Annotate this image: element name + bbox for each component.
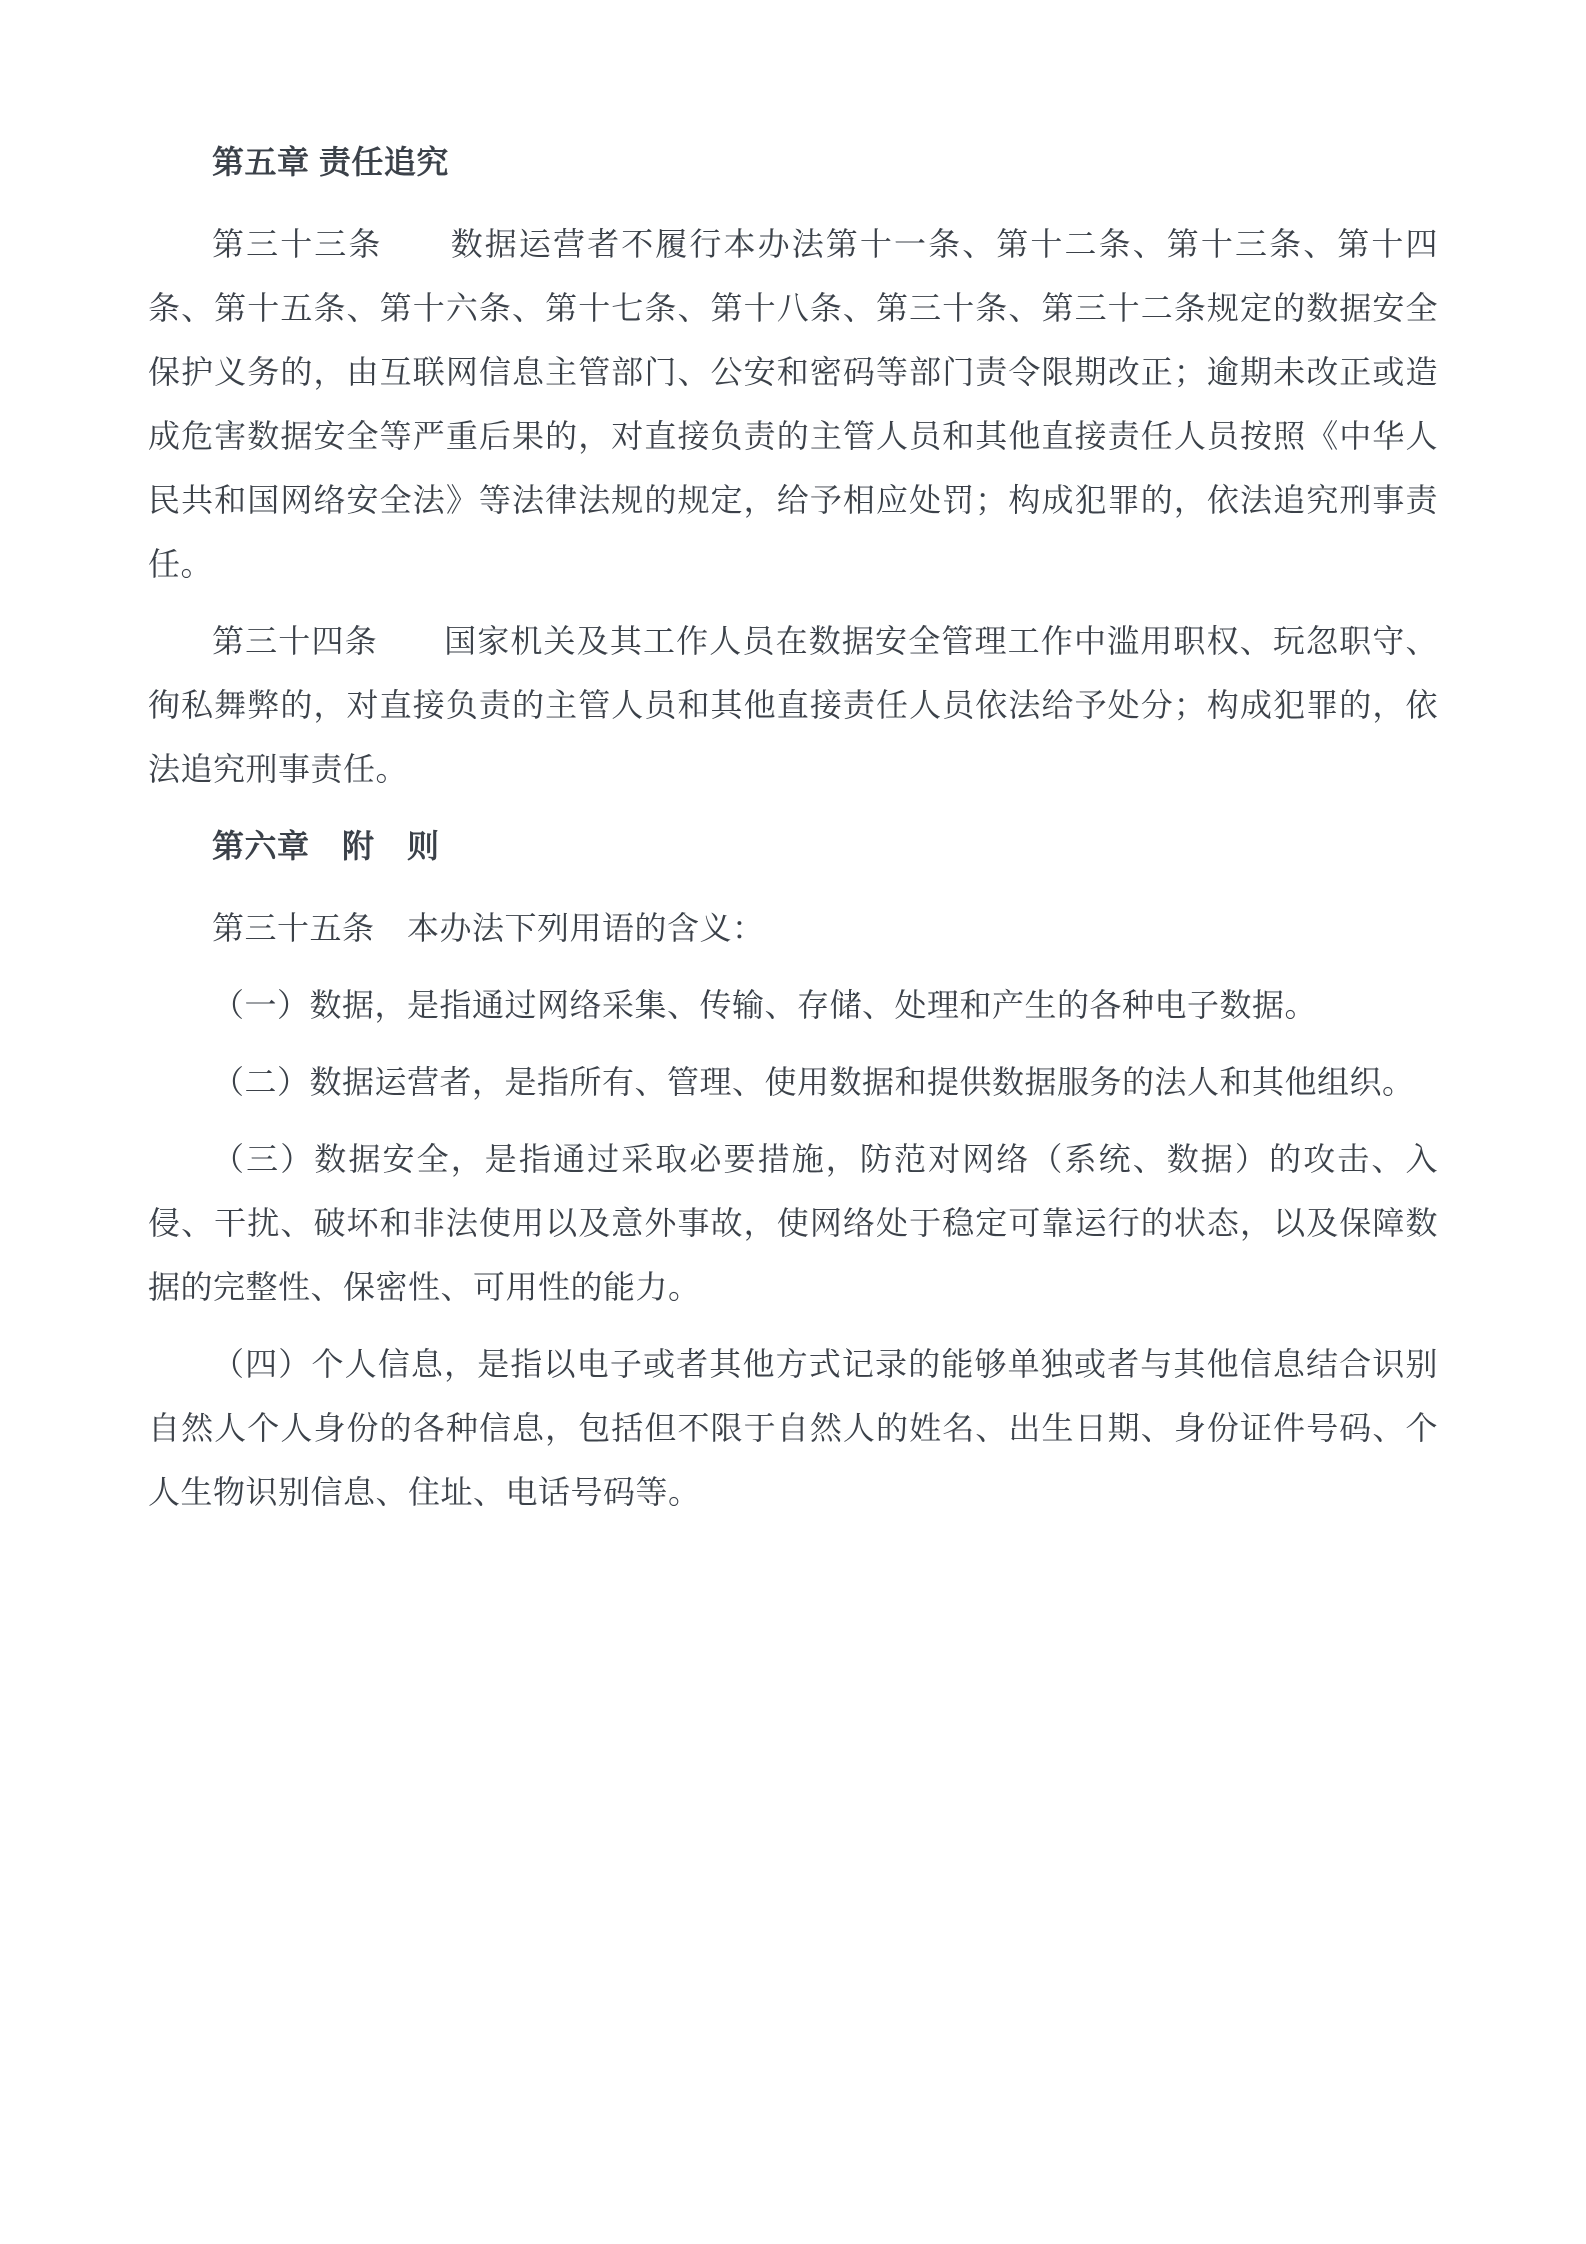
article-35-paragraph: 第三十五条 本办法下列用语的含义： [212, 910, 765, 946]
chapter-5-heading: 第五章 责任追究 [212, 144, 449, 180]
article-34-paragraph: 第三十四条 国家机关及其工作人员在数据安全管理工作中滥用职权、玩忽职守、徇私舞弊的，对直接负责的主管人员和其他直接责任人员依法给予处分；构成犯罪的，依法追究刑事责任。 [148, 623, 1438, 787]
definition-item-2-paragraph: （二）数据运营者，是指所有、管理、使用数据和提供数据服务的法人和其他组织。 [212, 1064, 1415, 1100]
definition-item-1-paragraph: （一）数据，是指通过网络采集、传输、存储、处理和产生的各种电子数据。 [212, 987, 1318, 1023]
article-33-paragraph: 第三十三条 数据运营者不履行本办法第十一条、第十二条、第十三条、第十四条、第十五条、第十六条、第十七条、第十八条、第三十条、第三十二条规定的数据安全保护义务的，由互联网信息主管部门、公安和密码等部门责令限期改正；逾期未改正或造成危害数据安全等严重后果的，对直接负责的主管人员和其他直接责任人员按照《中华人民共和国网络安全法》等法律法规的规定，给予相应处罚；构成犯罪的，依法追究刑事责任。 [148, 226, 1438, 582]
chapter-6-heading: 第六章 附 则 [212, 828, 440, 864]
definition-item-3-paragraph: （三）数据安全，是指通过采取必要措施，防范对网络（系统、数据）的攻击、入侵、干扰、破坏和非法使用以及意外事故，使网络处于稳定可靠运行的状态，以及保障数据的完整性、保密性、可用性的能力。 [148, 1141, 1438, 1305]
definition-item-4-paragraph: （四）个人信息，是指以电子或者其他方式记录的能够单独或者与其他信息结合识别自然人个人身份的各种信息，包括但不限于自然人的姓名、出生日期、身份证件号码、个人生物识别信息、住址、电话号码等。 [148, 1346, 1438, 1510]
